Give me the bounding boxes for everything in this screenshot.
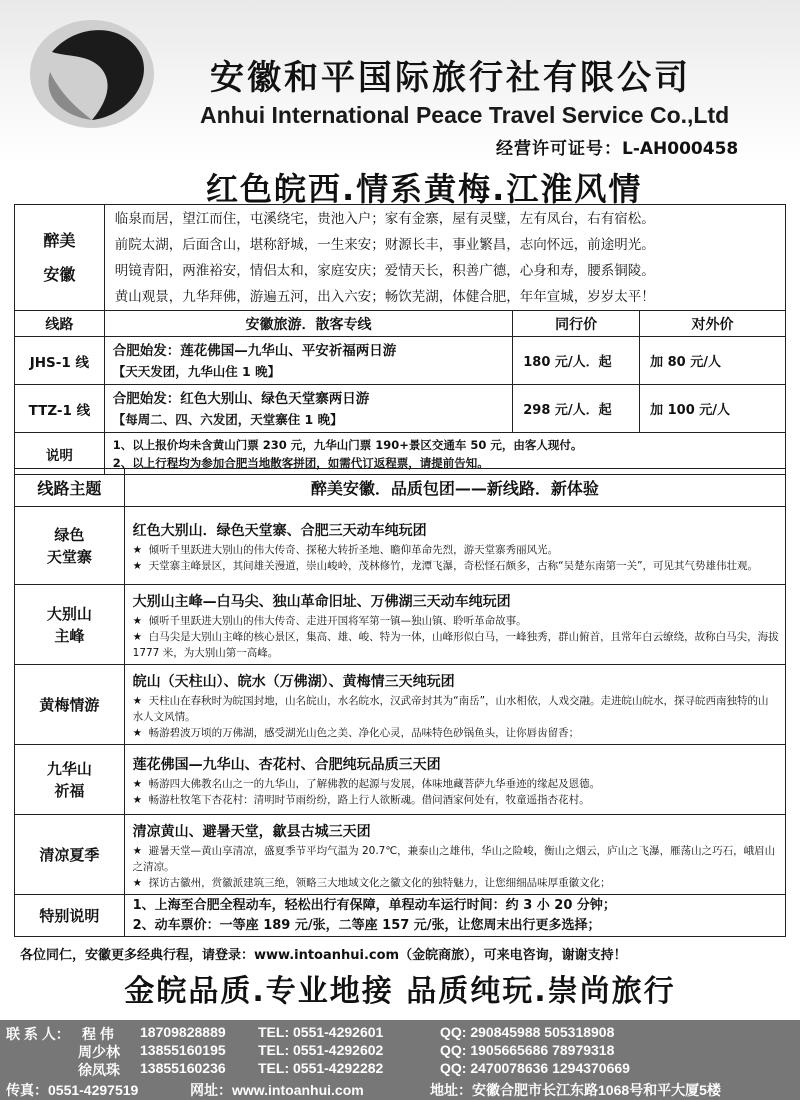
contact-qq: QQ: 2470078636 1294370669 [440,1060,630,1076]
notes-label: 说明 [15,433,105,475]
theme-row [15,815,786,895]
license-label: 经营许可证号： [496,139,622,159]
package-desc: ★ 天堂寨主峰景区，其间雄关漫道，崇山峻岭，茂林修竹，龙潭飞瀑，奇松怪石颇多，古称“吴楚东南第一关”，可见其气势雄伟壮观。 [132,559,759,572]
fax-number: 传真：0551-4297519 [6,1082,139,1098]
poem-line: 黄山观景，九华拜佛，游遍五河，出入六安；畅饮芜湖，体健合肥，年年宣城，岁岁太平！ [114,288,655,305]
package-desc: ★ 探访古徽州，赏徽派建筑三绝，领略三大地域文化之徽文化的独特魅力，让您细细品味厚重徽文化； [132,876,611,889]
theme-label: 绿色 天堂寨 [15,507,125,585]
license-number [496,134,738,159]
theme-content [124,507,785,585]
routes-header-row [15,311,786,337]
star-bullet-icon: ★ [132,844,143,857]
special-line: 1、上海至合肥全程动车，轻松出行有保障，单程动车运行时间：约 3 小 20 分钟； [132,897,616,913]
contact-bar [0,1020,800,1100]
trade-price: 298 元/人．起 [513,385,640,433]
note-line: 2、以上行程均为参加合肥当地散客拼团，如需代订返程票，请提前告知。 [112,455,489,470]
contact-row [0,1024,800,1042]
special-label: 特别说明 [15,895,125,937]
contact-name: 程 伟 [82,1026,114,1042]
contact-row [0,1060,800,1078]
col-header-route: 线路 [15,311,105,337]
trade-price: 180 元/人．起 [513,337,640,385]
intro-row [15,205,786,311]
theme-row [15,665,786,745]
contact-tel: TEL: 0551-4292602 [258,1042,384,1058]
star-bullet-icon: ★ [132,630,143,643]
theme-content [124,585,785,665]
route-detail [104,385,513,433]
special-line: 2、动车票价：一等座 189 元/张，二等座 157 元/张，让您周末出行更多选择； [132,917,601,933]
package-desc: ★ 白马尖是大别山主峰的核心景区，集高、雄、峻、特为一体，山峰形似白马，一峰独秀，群山俯首，且常年白云缭绕，故称白马尖，海拔 1777 米，为大别山第一高峰。 [132,630,779,659]
theme-header-label: 线路主题 [15,469,125,507]
package-desc: ★ 倾听千里跃进大别山的伟大传奇、走进开国将军第一镇—独山镇、聆听革命故事。 [132,614,527,627]
office-address: 地址：安徽合肥市长江东路1068号和平大厦5楼 [430,1082,721,1098]
package-desc: ★ 畅游四大佛教名山之一的九华山，了解佛教的起源与发展，体味地藏菩萨九华垂迹的缘起及恩德。 [132,777,601,790]
contact-name: 周少林 [78,1044,120,1060]
theme-label: 黄梅情游 [15,665,125,745]
special-content [124,895,785,937]
route-title: 合肥始发：红色大别山、绿色天堂寨两日游 [112,390,370,407]
package-title: 皖山（天柱山）、皖水（万佛湖）、黄梅情三天纯玩团 [132,673,455,690]
package-desc: ★ 畅游杜牧笔下杏花村：清明时节雨纷纷，路上行人欲断魂。借问酒家何处有，牧童遥指杏花村。 [132,793,590,806]
contact-qq: QQ: 290845988 505318908 [440,1024,615,1040]
contact-row [0,1042,800,1060]
contact-mobile: 13855160195 [140,1042,226,1058]
package-title: 清凉黄山、避暑天堂，歙县古城三天团 [132,823,371,840]
contact-mobile: 13855160236 [140,1060,226,1076]
theme-header-title: 醉美安徽．品质包团——新线路．新体验 [124,469,785,507]
theme-content [124,815,785,895]
company-name-cn: 安徽和平国际旅行社有限公司 [210,58,691,98]
theme-label: 大别山 主峰 [15,585,125,665]
route-schedule: 【每周二、四、六发团，天堂寨住 1 晚】 [112,411,343,427]
special-notes-row [15,895,786,937]
brand-tagline: 金皖品质.专业地接 品质纯玩.崇尚旅行 [124,974,676,1009]
company-name-en: Anhui International Peace Travel Service Co.,Ltd [200,102,730,128]
col-header-trade-price: 同行价 [513,311,640,337]
star-bullet-icon: ★ [132,793,143,806]
star-bullet-icon: ★ [132,614,143,627]
contact-label: 联 系 人： [6,1026,70,1042]
retail-price: 加 100 元/人 [640,385,786,433]
package-desc: ★ 畅游碧波万顷的万佛湖，感受湖光山色之美、净化心灵，品味特色砂锅鱼头，让你唇齿留香； [132,726,580,739]
col-header-line: 安徽旅游．散客专线 [104,311,513,337]
route-title: 合肥始发：莲花佛国—九华山、平安祈福两日游 [112,342,397,359]
package-title: 大别山主峰—白马尖、独山革命旧址、万佛湖三天动车纯玩团 [132,593,511,610]
header-banner [0,0,800,165]
theme-header-row [15,469,786,507]
route-code: JHS-1 线 [15,337,105,385]
contact-qq: QQ: 1905665686 78979318 [440,1042,615,1058]
package-desc: ★ 避暑天堂—黄山享清凉，盛夏季节平均气温为 20.7℃，兼泰山之雄伟，华山之险峻，衡山之烟云，庐山之飞瀑，雁荡山之巧石，峨眉山之清凉。 [132,844,776,873]
theme-content [124,665,785,745]
theme-content [124,745,785,815]
website-notice: 各位同仁，安徽更多经典行程，请登录：www.intoanhui.com（金皖商旅），可来电咨询，谢谢支持！ [20,948,627,963]
star-bullet-icon: ★ [132,694,143,707]
intro-category: 醉美 安徽 [15,205,105,311]
route-code: TTZ-1 线 [15,385,105,433]
theme-row [15,745,786,815]
poem-line: 明镜青阳，两淮裕安，情侣太和，家庭安庆；爱情天长，积善广德，心身和寿，腰系铜陵。 [114,262,655,279]
website-link[interactable]: 网址：www.intoanhui.com [190,1082,364,1098]
route-detail [104,337,513,385]
theme-packages-table [14,468,786,937]
intro-poem [104,205,785,311]
company-logo-icon [22,12,172,137]
package-title: 红色大别山．绿色天堂寨、合肥三天动车纯玩团 [132,522,427,539]
contact-row-bottom [0,1080,800,1098]
theme-row [15,585,786,665]
package-desc: ★ 天柱山在春秋时为皖国封地，山名皖山，水名皖水，汉武帝封其为“南岳”，山水相依，人戏交融。走进皖山皖水，探寻皖西南独特的山水人文风情。 [132,694,769,723]
contact-tel: TEL: 0551-4292282 [258,1060,384,1076]
note-line: 1、以上报价均未含黄山门票 230 元，九华山门票 190+景区交通车 50 元，由客人现付。 [112,437,583,452]
package-desc: ★ 倾听千里跃进大别山的伟大传奇、探秘大转折圣地、瞻仰革命先烈，游天堂寨秀丽风光。 [132,543,559,556]
routes-table [14,204,786,475]
poem-line: 临泉而居，望江而住，屯溪绕宅，贵池入户；家有金寨，屋有灵璧，左有凤台，右有宿松。 [114,210,655,227]
theme-label: 清凉夏季 [15,815,125,895]
theme-row [15,507,786,585]
theme-label: 九华山 祈福 [15,745,125,815]
contact-tel: TEL: 0551-4292601 [258,1024,384,1040]
retail-price: 加 80 元/人 [640,337,786,385]
contact-name: 徐凤珠 [78,1062,120,1078]
main-slogan: 红色皖西.情系黄梅.江淮风情 [206,170,643,208]
table-row [15,337,786,385]
poem-line: 前院太湖，后面含山，堪称舒城，一生来安；财源长丰，事业繁昌，志向怀远，前途明光。 [114,236,655,253]
license-value: L-AH000458 [622,139,739,159]
star-bullet-icon: ★ [132,876,143,889]
package-title: 莲花佛国—九华山、杏花村、合肥纯玩品质三天团 [132,756,441,773]
star-bullet-icon: ★ [132,543,143,556]
star-bullet-icon: ★ [132,726,143,739]
star-bullet-icon: ★ [132,777,143,790]
route-schedule: 【天天发团，九华山住 1 晚】 [112,363,281,379]
contact-mobile: 18709828889 [140,1024,226,1040]
star-bullet-icon: ★ [132,559,143,572]
table-row [15,385,786,433]
col-header-retail-price: 对外价 [640,311,786,337]
